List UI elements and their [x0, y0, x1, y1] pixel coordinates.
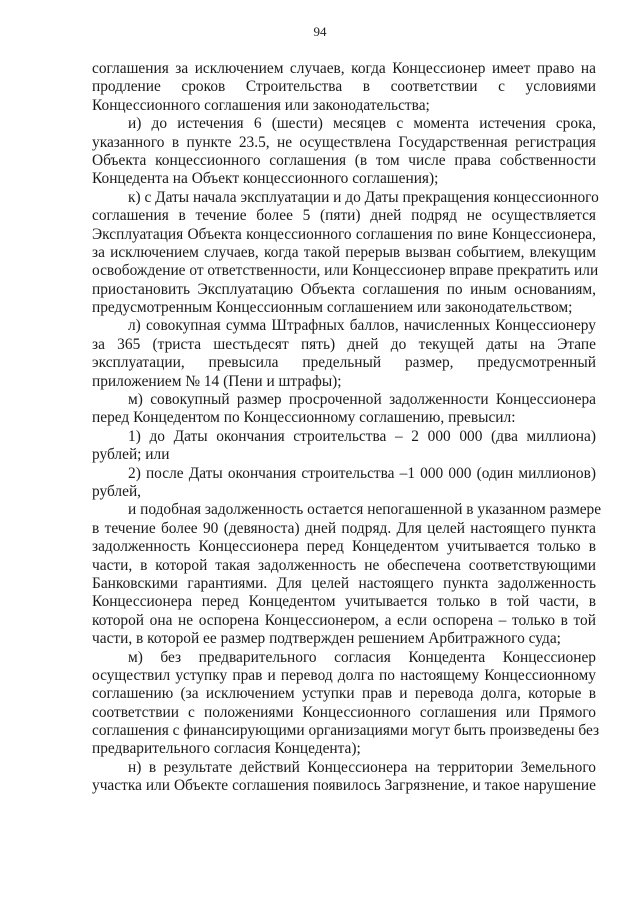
text-line: соглашения с финансирующими организациями могут быть произведены без	[92, 722, 600, 740]
text-line: участка или Объекте соглашения появилось Загрязнение, и такое нарушение	[92, 777, 596, 795]
text-line: соответствии с положениями Концессионного соглашения или Прямого	[92, 703, 596, 721]
text-line: соглашению (за исключением уступки прав и перевода долга, которые в	[92, 685, 596, 703]
text-line: н) в результате действий Концессионера на территории Земельного	[128, 758, 596, 776]
text-line: эксплуатации, превысила предельный размер, предусмотренный	[92, 354, 596, 372]
text-line: и подобная задолженность остается непогашенной в указанном размере	[128, 501, 602, 519]
text-line: за исключением случаев, когда такой перерыв вызван событием, влекущим	[92, 243, 596, 261]
text-line: к) с Даты начала эксплуатации и до Даты прекращения концессионного	[128, 188, 599, 206]
text-line: л) совокупная сумма Штрафных баллов, начисленных Концессионеру	[128, 317, 596, 335]
text-line: которой она не оспорена Концессионером, а если оспорена – только в той	[92, 611, 596, 629]
text-line: соглашения за исключением случаев, когда Концессионер имеет право на	[92, 60, 596, 77]
text-line: части, в которой ее размер подтвержден решением Арбитражного суда;	[92, 630, 561, 648]
text-line: и) до истечения 6 (шести) месяцев с момента истечения срока,	[128, 115, 596, 133]
text-line: Эксплуатация Объекта концессионного соглашения по вине Концессионера,	[92, 225, 596, 243]
text-line: 1) до Даты окончания строительства – 2 000 000 (два миллиона)	[128, 427, 596, 445]
text-line: приложением № 14 (Пени и штрафы);	[92, 372, 342, 390]
text-line: в течение более 90 (девяноста) дней подряд. Для целей настоящего пункта	[92, 519, 596, 537]
text-line: Объекта концессионного соглашения (в том числе права собственности	[92, 151, 596, 169]
text-line: Банковскими гарантиями. Для целей настоящего пункта задолженность	[92, 574, 596, 592]
text-line: освобождение от ответственности, или Концессионер вправе прекратить или	[92, 262, 599, 280]
text-line: соглашения в течение более 5 (пяти) дней подряд не осуществляется	[92, 207, 596, 225]
text-line: задолженность Концессионера перед Концедентом учитывается только в	[92, 538, 596, 556]
text-line: приостановить Эксплуатацию Объекта соглашения по иным основаниям,	[92, 280, 596, 298]
text-line: рублей; или	[92, 446, 170, 464]
text-line: продление сроков Строительства в соответствии с условиями	[92, 78, 596, 96]
text-line: части, в которой такая задолженность не обеспечена соответствующими	[92, 556, 596, 574]
text-line: за 365 (триста шестьдесят пять) дней до текущей даты на Этапе	[92, 335, 596, 353]
text-line: осуществил уступку прав и перевод долга по настоящему Концессионному	[92, 666, 596, 684]
text-line: указанного в пункте 23.5, не осуществлена Государственная регистрация	[92, 133, 596, 151]
text-line: предварительного согласия Концедента);	[92, 740, 361, 758]
text-line: рублей,	[92, 482, 142, 500]
text-line: перед Концедентом по Концессионному соглашению, превысил:	[92, 409, 516, 427]
text-line: м) без предварительного согласия Концедента Концессионер	[128, 648, 596, 666]
text-line: Концедента на Объект концессионного соглашения);	[92, 170, 439, 188]
document-body	[92, 60, 602, 796]
text-line: м) совокупный размер просроченной задолженности Концессионера	[128, 391, 596, 409]
text-line: Концессионера перед Концедентом учитывается только в той части, в	[92, 593, 596, 611]
text-line: Концессионного соглашения или законодательства;	[92, 96, 430, 114]
text-line: предусмотренным Концессионным соглашением или законодательством;	[92, 299, 573, 317]
text-line: 2) после Даты окончания строительства –1 000 000 (один миллионов)	[128, 464, 596, 482]
page-number: 94	[313, 24, 327, 39]
